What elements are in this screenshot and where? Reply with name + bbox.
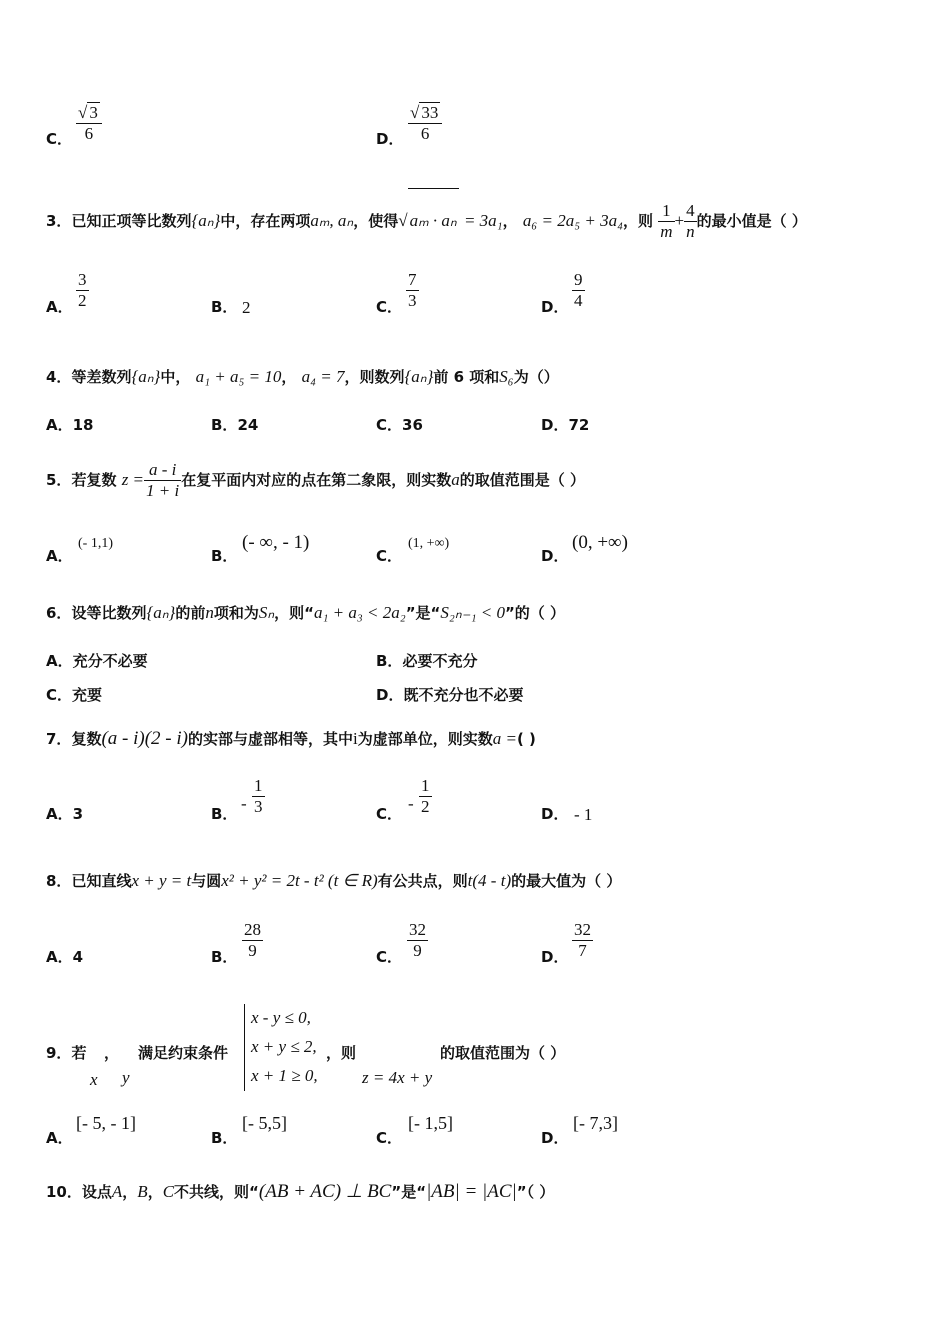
q4-option-c: C．36: [376, 416, 423, 434]
q9-objective: z = 4x + y: [362, 1068, 433, 1087]
q7-option-a: A．3: [46, 805, 84, 823]
q9-option-b-value: [- 5,5]: [242, 1113, 287, 1133]
q3-option-c-value: $\frac{7}{3}$: [408, 270, 417, 311]
q2-option-c-value: $\frac{√ 3}{6}$: [76, 102, 102, 145]
question-9-then: ，则: [326, 1044, 357, 1062]
sqrt-icon: √: [398, 211, 408, 230]
q5-option-d-label: D．: [541, 547, 569, 565]
question-4: 4．等差数列{aₙ}中， a₁ + a₅ = 10， a₄ = 7，则数列{aₙ}前 6 项和S₆为（）: [46, 367, 559, 386]
q9-option-c-value: [- 1,5]: [408, 1113, 453, 1133]
question-9-text: 满足约束条件: [138, 1044, 229, 1062]
q6-option-a: A．充分不必要: [46, 652, 148, 670]
q7-option-b-label: B．: [211, 805, 238, 823]
q6-option-d: D．既不充分也不必要: [376, 686, 524, 704]
question-9-tail: 的取值范围为（ ）: [440, 1044, 566, 1062]
question-9-number: 9．若: [46, 1044, 87, 1062]
q5-option-b-value: (- ∞, - 1): [242, 532, 310, 553]
q5-option-c-value: (1, +∞): [408, 536, 450, 551]
question-7: 7．复数(a - i)(2 - i)的实部与虚部相等，其中i为虚部单位，则实数a =( ): [46, 728, 536, 749]
q8-option-c-label: C．: [376, 948, 403, 966]
q3-option-b-value: 2: [242, 298, 251, 317]
q8-option-b-value: $\frac{28}{9}$: [244, 920, 261, 961]
q8-option-b-label: B．: [211, 948, 238, 966]
q4-option-b: B．24: [211, 416, 259, 434]
q5-option-d-value: (0, +∞): [572, 532, 628, 553]
q9-option-a-label: A．: [46, 1129, 73, 1147]
q5-option-a-label: A．: [46, 547, 73, 565]
q2-option-c-label: C．: [46, 130, 73, 148]
q5-option-a-value: (- 1,1): [78, 536, 113, 551]
sqrt-icon: √: [410, 103, 420, 122]
q2-option-d-label: D．: [376, 130, 404, 148]
q8-option-a: A．4: [46, 948, 84, 966]
q9-var-y: y: [122, 1068, 130, 1087]
q9-var-x: x: [90, 1070, 98, 1089]
q8-option-d-label: D．: [541, 948, 569, 966]
q9-option-d-value: [- 7,3]: [573, 1113, 618, 1133]
q4-option-a: A．18: [46, 416, 94, 434]
q6-option-b: B．必要不充分: [376, 652, 478, 670]
q3-option-d-label: D．: [541, 298, 569, 316]
q7-option-d-label: D．: [541, 805, 569, 823]
q9-option-b-label: B．: [211, 1129, 238, 1147]
q9-option-d-label: D．: [541, 1129, 569, 1147]
q8-option-c-value: $\frac{32}{9}$: [409, 920, 426, 961]
q4-option-d: D．72: [541, 416, 590, 434]
q7-option-c-value: $\frac{1}{2}$: [421, 776, 430, 817]
q7-option-b-sign: -: [241, 794, 247, 813]
q9-option-c-label: C．: [376, 1129, 403, 1147]
q9-constraints: x - y ≤ 0, x + y ≤ 2, x + 1 ≥ 0,: [244, 1004, 318, 1091]
question-6: 6．设等比数列{aₙ}的前n项和为Sₙ，则“a₁ + a₃ < 2a₂”是“S₂ₙ₋₁ < 0”的（ ）: [46, 603, 566, 622]
question-8: 8．已知直线x + y = t与圆x² + y² = 2t - t² (t ∈ R)有公共点，则t(4 - t)的最大值为（ ）: [46, 871, 622, 890]
question-5: 5．若复数 z = $\frac{a - i}{1 + i}$ 在复平面内对应的点在第二象限，则实数a的取值范围是（ ）: [46, 459, 585, 500]
q7-option-c-sign: -: [408, 794, 414, 813]
q6-option-c: C．充要: [46, 686, 103, 704]
q2-option-d-value: $\frac{√ 33}{6}$: [408, 102, 442, 145]
q5-option-c-label: C．: [376, 547, 403, 565]
q3-option-c-label: C．: [376, 298, 403, 316]
q3-option-a-value: $\frac{3}{2}$: [78, 270, 87, 311]
q3-option-d-value: $\frac{9}{4}$: [574, 270, 583, 311]
question-3: 3．已知正项等比数列{aₙ}中，存在两项aₘ, aₙ，使得√ aₘ · aₙ = 3a₁， a₆ = 2a₅ + 3a₄，则 $\frac{1}{m}$ + $\frac{4}{n}$ 的最小值是（ ）: [46, 188, 807, 253]
q7-option-c-label: C．: [376, 805, 403, 823]
q3-option-b-label: B．: [211, 298, 238, 316]
q7-option-d-value: - 1: [574, 805, 593, 824]
sqrt-icon: √: [78, 103, 88, 122]
q8-option-d-value: $\frac{32}{7}$: [574, 920, 591, 961]
q3-option-a-label: A．: [46, 298, 73, 316]
q5-option-b-label: B．: [211, 547, 238, 565]
question-9-sep: ，: [104, 1044, 120, 1062]
q9-option-a-value: [- 5, - 1]: [76, 1113, 136, 1133]
question-10: 10．设点A，B，C不共线，则“(AB + AC) ⊥ BC”是“|AB| = |AC|”（ ）: [46, 1181, 555, 1202]
q7-option-b-value: $\frac{1}{3}$: [254, 776, 263, 817]
